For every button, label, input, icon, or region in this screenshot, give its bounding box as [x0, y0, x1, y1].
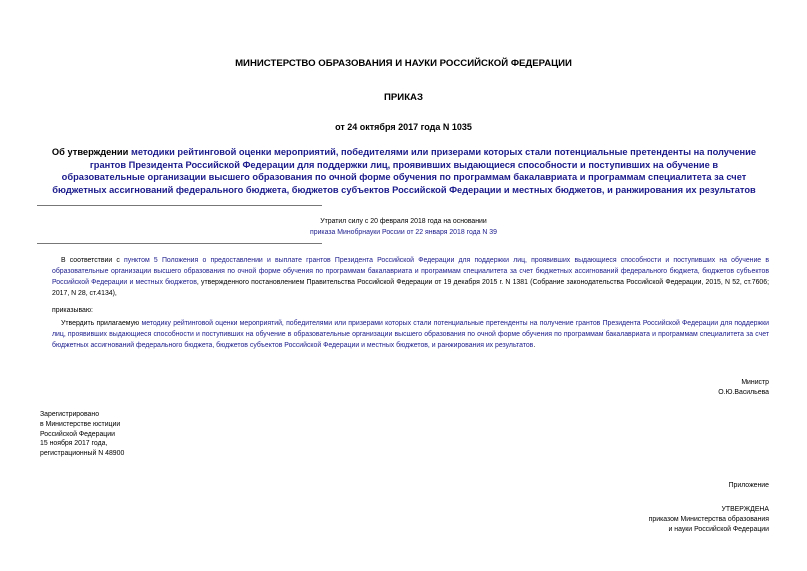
order-word: приказываю: [52, 307, 93, 314]
status-repeal-order-link[interactable]: приказа Минобрнауки России от 22 января 2018 года N 39 [310, 229, 497, 236]
status-line-1: Утратил силу с 20 февраля 2018 года на основании [320, 218, 487, 225]
appendix-label: Приложение [728, 482, 769, 489]
registration-line-2: в Министерстве юстиции [40, 420, 121, 428]
registration-block [40, 410, 240, 459]
registration-line-5: регистрационный N 48900 [40, 450, 125, 458]
appendix-approval-block [500, 505, 769, 534]
signature-name: О.Ю.Васильева [718, 388, 769, 396]
preamble-prefix: В соответствии с [61, 257, 125, 264]
divider-bottom [37, 243, 322, 244]
document-title [48, 146, 760, 196]
approved-methodology-link[interactable]: методику рейтинговой оценки мероприятий, победителями или призерами которых стали потенциальные претенденты на получение грантов Президента Российской Федерации для поддержки лиц, проявивших выдающиеся способности и поступивших на обучение в образовательные организации высшего образования по очной форме обучения по программам бакалавриата и программам специалитета за счет бюджетных ассигнований федерального бюджета, бюджетов субъектов Российской Федерации и местных бюджетов, и ранжирования их результатов [52, 320, 769, 350]
appendix-line-1: приказом Министерства образования [648, 515, 769, 523]
status-note [0, 216, 807, 238]
appendix-approved: УТВЕРЖДЕНА [721, 506, 769, 513]
document-date-number: от 24 октября 2017 года N 1035 [335, 122, 472, 132]
preamble-suffix: , утвержденного постановлением Правительства Российской Федерации от 19 декабря 2015 г. N 1381 (Собрание законодательства Российской Федерации, 2015, N 52, ст.7606; 2017, N 28, ст.4134), [52, 279, 769, 298]
divider-top [37, 205, 322, 206]
preamble-paragraph [52, 255, 769, 299]
signature-position: Министр [741, 379, 769, 386]
registration-line-4: 15 ноября 2017 года, [40, 440, 108, 448]
approval-suffix: . [533, 342, 536, 350]
title-methodology-link[interactable]: методики рейтинговой оценки мероприятий, победителями или призерами которых стали потенциальные претенденты на получение грантов Президента Российской Федерации для поддержки лиц, проявивших выдающиеся способности и поступивших на обучение в образовательные организации высшего образования по очной форме обучения по программам бакалавриата и программам специалитета за счет бюджетных ассигнований федерального бюджета, бюджетов субъектов Российской Федерации и местных бюджетов, и ранжирования их результатов [52, 147, 757, 195]
document-type-heading: ПРИКАЗ [384, 92, 423, 103]
ministry-heading: МИНИСТЕРСТВО ОБРАЗОВАНИЯ И НАУКИ РОССИЙСКОЙ ФЕДЕРАЦИИ [235, 58, 572, 69]
registration-line-3: Российской Федерации [40, 430, 115, 438]
approval-prefix: Утвердить прилагаемую [61, 320, 142, 327]
approval-paragraph [52, 318, 769, 351]
regulation-clause-link[interactable]: пунктом 5 Положения о предоставлении и выплате грантов Президента Российской Федерации для поддержки лиц, проявивших выдающиеся способности и поступивших на обучение в образовательные организации высшего образования по очной форме обучения по программам бакалавриата и программам специалитета за счет бюджетных ассигнований федерального бюджета, бюджетов субъектов Российской Федерации и местных бюджетов [52, 257, 769, 287]
signature-block [500, 378, 769, 398]
registration-line-1: Зарегистрировано [40, 411, 100, 418]
title-prefix: Об утверждении [51, 147, 131, 157]
appendix-line-2: и науки Российской Федерации [668, 525, 769, 533]
